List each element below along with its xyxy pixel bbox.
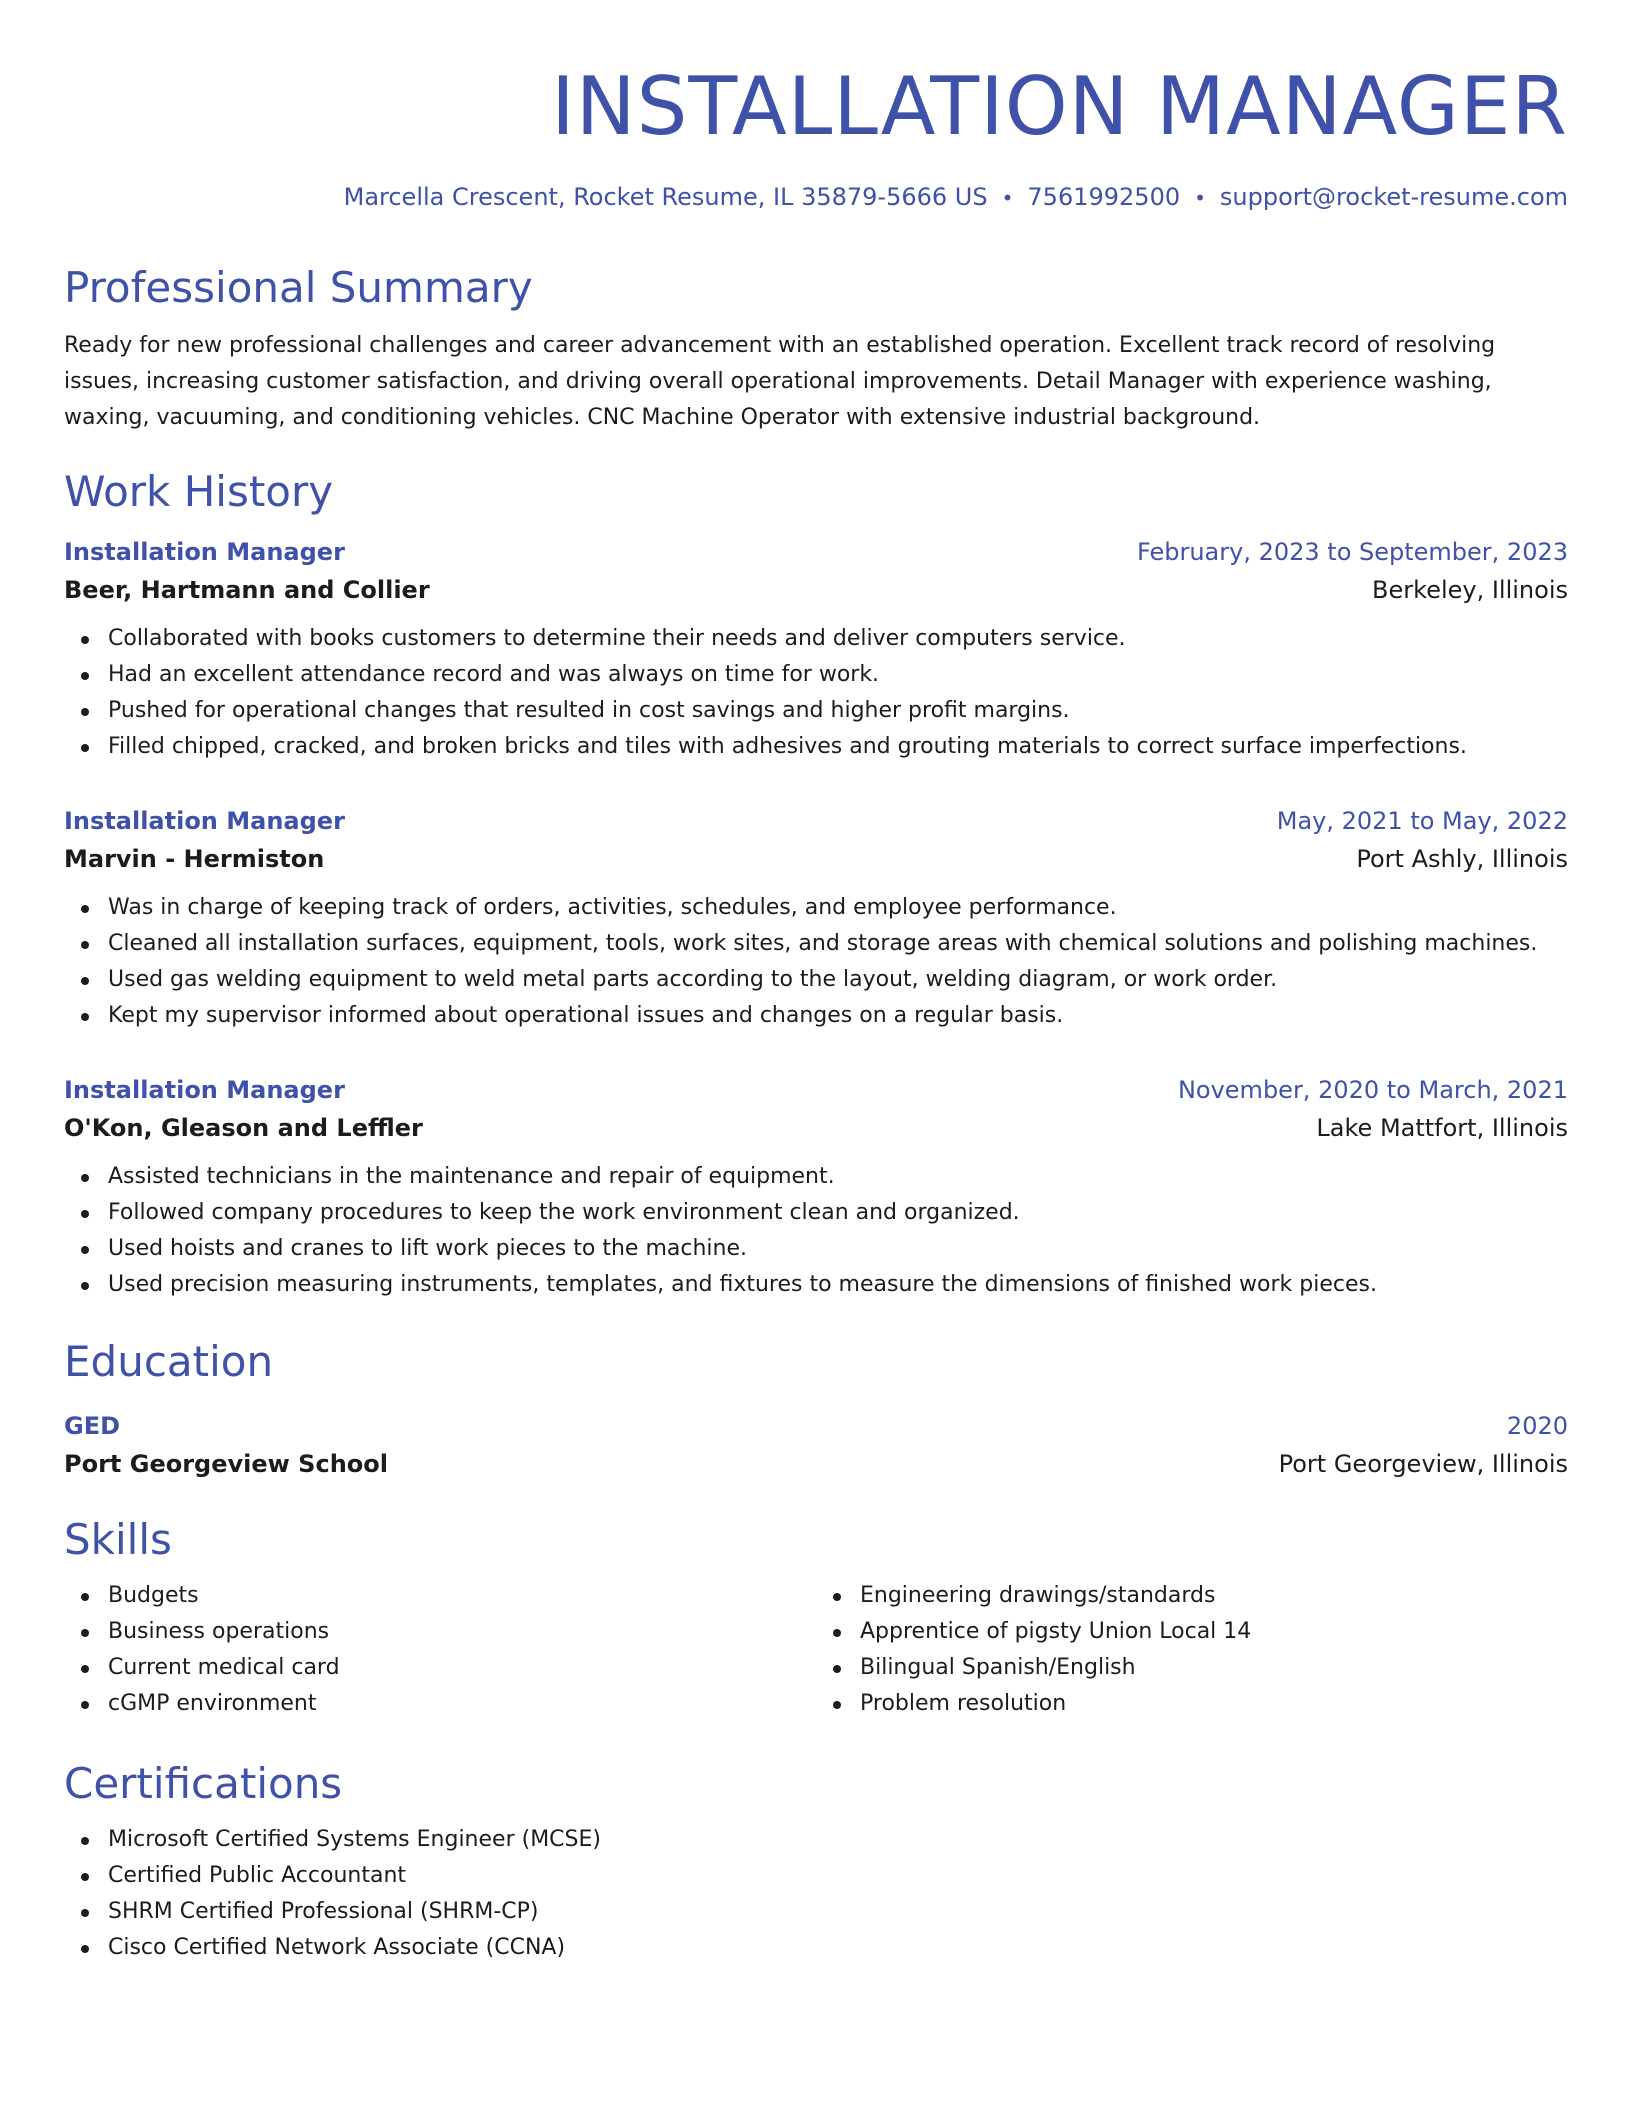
list-item: Used precision measuring instruments, templates, and fixtures to measure the dimensions of finished work pieces.	[108, 1267, 1568, 1303]
job-company: Marvin - Hermiston	[64, 845, 325, 873]
list-item: Bilingual Spanish/English	[860, 1650, 1568, 1686]
job-dates: November, 2020 to March, 2021	[1177, 1076, 1568, 1104]
job-bullets	[64, 890, 1568, 1034]
list-item: Apprentice of pigsty Union Local 14	[860, 1614, 1568, 1650]
section-heading-certifications: Certifications	[64, 1759, 343, 1808]
skills-list-right	[816, 1578, 1568, 1722]
list-item: Collaborated with books customers to determine their needs and deliver computers service.	[108, 621, 1568, 657]
job-entry	[64, 804, 1568, 1034]
contact-line	[64, 182, 1568, 213]
job-location: Lake Mattfort, Illinois	[1316, 1114, 1568, 1142]
job-location: Port Ashly, Illinois	[1356, 845, 1568, 873]
job-location: Berkeley, Illinois	[1372, 576, 1568, 604]
summary-text: Ready for new professional challenges and career advancement with an established operation. Excellent track record of resolving issues, increasing customer satisfaction, and driving overall operational improvements. Detail Manager with experience washing, waxing, vacuuming, and conditioning vehicles. CNC Machine Operator with extensive industrial background.	[64, 333, 1496, 430]
job-bullets	[64, 621, 1568, 765]
job-bullets	[64, 1159, 1568, 1303]
list-item: Cleaned all installation surfaces, equipment, tools, work sites, and storage areas with chemical solutions and polishing machines.	[108, 926, 1568, 962]
section-heading-skills: Skills	[64, 1515, 172, 1564]
job-title: Installation Manager	[64, 538, 345, 566]
work-history-section	[64, 466, 1568, 518]
list-item: Certified Public Accountant	[108, 1858, 1568, 1894]
list-item: Followed company procedures to keep the work environment clean and organized.	[108, 1195, 1568, 1231]
certifications-section	[64, 1758, 1568, 1966]
job-title: Installation Manager	[64, 807, 345, 835]
list-item: Microsoft Certified Systems Engineer (MCSE)	[108, 1822, 1568, 1858]
list-item: Current medical card	[108, 1650, 816, 1686]
contact-email[interactable]: support@rocket-resume.com	[1219, 183, 1568, 211]
list-item: Filled chipped, cracked, and broken bricks and tiles with adhesives and grouting materials to correct surface imperfections.	[108, 729, 1568, 765]
list-item: Cisco Certified Network Associate (CCNA)	[108, 1930, 1568, 1966]
job-company: O'Kon, Gleason and Leffler	[64, 1114, 423, 1142]
skills-list-left	[64, 1578, 816, 1722]
resume-title: INSTALLATION MANAGER	[551, 60, 1568, 153]
list-item: Used hoists and cranes to lift work pieces to the machine.	[108, 1231, 1568, 1267]
skills-section	[64, 1514, 1568, 1722]
list-item: Used gas welding equipment to weld metal parts according to the layout, welding diagram, or work order.	[108, 962, 1568, 998]
list-item: Problem resolution	[860, 1686, 1568, 1722]
list-item: Assisted technicians in the maintenance and repair of equipment.	[108, 1159, 1568, 1195]
list-item: Pushed for operational changes that resulted in cost savings and higher profit margins.	[108, 693, 1568, 729]
contact-separator: •	[1194, 186, 1206, 210]
list-item: Engineering drawings/standards	[860, 1578, 1568, 1614]
list-item: cGMP environment	[108, 1686, 816, 1722]
education-year: 2020	[1506, 1412, 1568, 1440]
list-item: Had an excellent attendance record and was always on time for work.	[108, 657, 1568, 693]
list-item: Kept my supervisor informed about operational issues and changes on a regular basis.	[108, 998, 1568, 1034]
list-item: Was in charge of keeping track of orders, activities, schedules, and employee performance.	[108, 890, 1568, 926]
skills-grid	[64, 1566, 1568, 1722]
education-location: Port Georgeview, Illinois	[1278, 1450, 1568, 1478]
job-company: Beer, Hartmann and Collier	[64, 576, 430, 604]
contact-separator: •	[1001, 186, 1014, 210]
contact-address: Marcella Crescent, Rocket Resume, IL 35879-5666 US	[343, 183, 988, 211]
list-item: SHRM Certified Professional (SHRM-CP)	[108, 1894, 1568, 1930]
education-entry	[64, 1409, 1568, 1481]
summary-section	[64, 262, 1568, 436]
certifications-list	[64, 1822, 1568, 1966]
job-entry	[64, 535, 1568, 765]
resume-page	[64, 0, 1568, 2112]
job-entry	[64, 1073, 1568, 1303]
job-dates: May, 2021 to May, 2022	[1276, 807, 1568, 835]
job-title: Installation Manager	[64, 1076, 345, 1104]
job-dates: February, 2023 to September, 2023	[1136, 538, 1568, 566]
section-heading-summary: Professional Summary	[64, 263, 533, 312]
list-item: Budgets	[108, 1578, 816, 1614]
education-school: Port Georgeview School	[64, 1450, 388, 1478]
section-heading-work-history: Work History	[64, 467, 334, 516]
education-section	[64, 1336, 1568, 1388]
education-degree: GED	[64, 1412, 121, 1440]
list-item: Business operations	[108, 1614, 816, 1650]
section-heading-education: Education	[64, 1337, 274, 1386]
contact-phone: 7561992500	[1027, 183, 1181, 211]
